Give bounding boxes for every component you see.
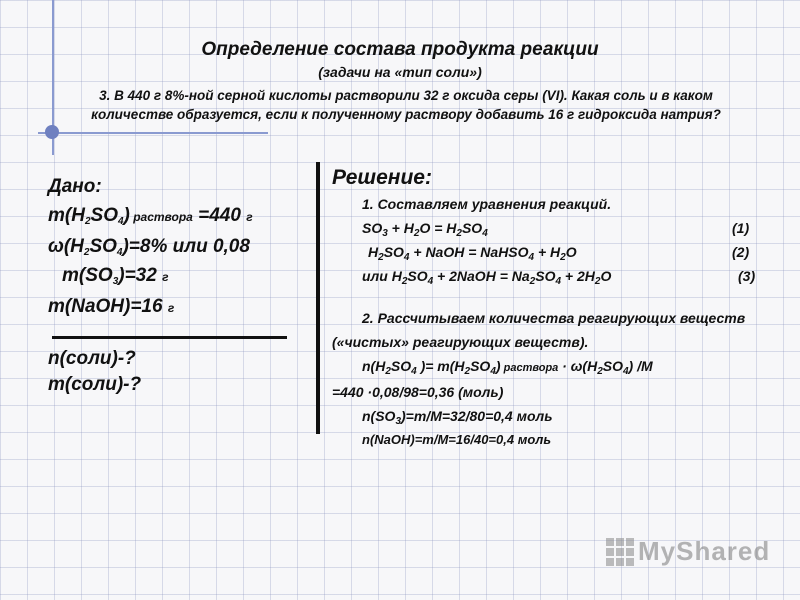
decorative-horizontal-line <box>38 132 268 134</box>
watermark-grid-icon <box>606 538 634 566</box>
equation-3: или $H_2SO_4$ + 2NaOH = $Na_2SO_4 + 2H_2O$ (3) <box>332 264 782 288</box>
watermark-text: MyShared <box>638 536 771 566</box>
equation-1: $SO_3 + H_2O = H_2SO_4$ (1) <box>332 216 782 240</box>
equation-2-number: (2) <box>732 244 750 260</box>
solution-heading: Решение: <box>332 166 432 189</box>
find-block <box>48 346 141 398</box>
find-salt-mass: m(соли)-? <box>48 374 142 395</box>
calc-acid-amount-result: =440 ·0,08/98=0,36 (моль) <box>332 384 504 400</box>
header <box>0 38 800 82</box>
given-line-naoh-mass: m(NaOH)=16 г <box>48 296 175 317</box>
decorative-dot <box>45 125 59 139</box>
step-2-label: 2. Рассчитываем количества реагирующих веществ («чистых» реагирующих веществ). <box>332 310 746 350</box>
column-divider <box>316 162 320 434</box>
given-underline <box>52 336 287 339</box>
equation-3-number: (3) <box>738 268 756 284</box>
equation-2: $H_2SO_4$ + NaOH = NaHSO$_4$ + $H_2O$ (2) <box>332 240 782 264</box>
given-line-acid-fraction: $\omega(H_2SO_4)=8\%$ или 0,08 <box>48 236 250 258</box>
find-salt-amount: n(соли)-? <box>48 348 136 369</box>
slide-title: Определение состава продукта реакции <box>201 39 599 60</box>
problem-statement: 3. В 440 г 8%-ной серной кислоты растворили 32 г оксида серы (VI). Какая соль и в каком количестве образуется, если к полученному раствору добавить 16 г гидроксида натрия? <box>91 88 721 122</box>
watermark <box>606 536 770 567</box>
given-line-so3-mass: $m(SO_3)=32$ г <box>62 265 169 287</box>
given-line-acid-mass: $m(H_2SO_4)$ раствора =440 г <box>48 205 253 227</box>
given-block <box>48 172 318 323</box>
slide-subtitle: (задачи на «тип соли») <box>318 64 482 80</box>
solution-block <box>332 164 782 452</box>
calc-so3-amount: $n(SO_3)=m/M=32/80=0,4$ моль <box>362 408 553 427</box>
step-1-label: 1. Составляем уравнения реакций. <box>362 196 612 212</box>
equation-1-number: (1) <box>732 220 750 236</box>
calc-naoh-amount: n(NaOH)=m/M=16/40=0,4 моль <box>362 432 552 447</box>
calc-acid-amount: $n(H_2SO_4$ )= $m(H_2SO_4)$ раствора · $\omega(H_2SO_4)$ /M <box>362 358 653 377</box>
given-heading: Дано: <box>48 176 102 197</box>
